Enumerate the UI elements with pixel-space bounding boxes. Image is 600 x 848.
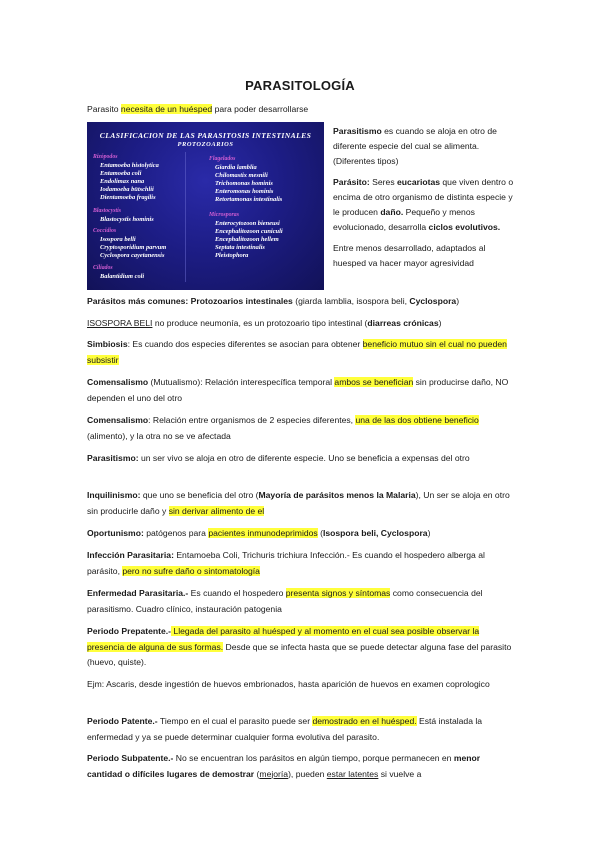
paragraph-inquilinismo: Inquilinismo: que uno se beneficia del otro (Mayoría de parásitos menos la Malaria), Un ser se aloja en otro sin producirle daño y sin derivar alimento de el [87,490,510,516]
side-column [333,124,518,277]
paragraph-infeccion: Infección Parasitaria: Entamoeba Coli, Trichuris trichiura Infección.- Es cuando el hospedero alberga al parásito, pero no sufre daño o sintomatología [87,550,485,576]
slide-item: Blastocystis hominis [100,216,154,223]
slide-item: Enterocytozoon bieneusi [215,220,280,227]
slide-item: Entamoeba histolytica [100,162,159,169]
slide-title: CLASIFICACION DE LAS PARASITOSIS INTESTINALES [99,131,312,140]
slide-item: Endolimax nana [100,178,145,185]
slide-group-label: Flagelados [209,156,236,162]
side-adaptacion: Entre menos desarrollado, adaptados al huesped va hacer mayor agresividad [333,243,486,268]
slide-group-label: Blastocystis [93,208,122,214]
intro-text-end: para poder desarrollarse [212,104,309,114]
slide-item: Enteromonas hominis [215,188,274,195]
slide-item: Septata intestinalis [215,244,265,251]
slide-group-label: Rizópodos [93,154,118,160]
slide-item: Balantidium coli [100,273,145,280]
slide-group-label: Microsporas [209,212,239,218]
side-parasito: Parásito: Seres eucariotas que viven dentro o encima de otro organismo de distinta especie y le producen daño. Pequeño y menos evolucionado, desarrolla ciclos evolutivos. [333,177,514,232]
slide-item: Trichomonas hominis [215,180,273,187]
paragraph-ejemplo: Ejm: Ascaris, desde ingestión de huevos embrionados, hasta aparición de huevos en examen coprologico [87,679,490,689]
paragraph-subpatente: Periodo Subpatente.- No se encuentran los parásitos en algún tiempo, porque permanecen en menor cantidad o difíciles lugares de demostrar (mejoría), pueden estar latentes si vuelve a [87,753,481,779]
intro-highlight: necesita de un huésped [120,104,213,114]
slide-item: Dientamoeba fragilis [100,194,156,201]
paragraph-enfermedad: Enfermedad Parasitaria.- Es cuando el hospedero presenta signos y síntomas como consecuencia del parasitismo. Cuadro clínico, instauración patogenia [87,588,483,614]
slide-item: Encephalitozoon cuniculi [215,228,283,235]
slide-item: Retortamonas intestinalis [215,196,283,203]
paragraph-simbiosis: Simbiosis: Es cuando dos especies diferentes se asocian para obtener beneficio mutuo sin el cual no pueden subsistir [87,339,507,365]
paragraph-oportunismo: Oportunismo: patógenos para pacientes inmunodeprimidos (Isospora beli, Cyclospora) [87,528,431,538]
slide-group-label: Coccidios [93,228,117,234]
paragraph-isospora: ISOSPORA BELI no produce neumonía, es un protozoario tipo intestinal (diarreas crónicas) [87,318,442,328]
slide-item: Isospora belli [100,236,136,243]
slide-item: Chilomastix mesnili [215,172,268,179]
side-parasitismo: Parasitismo es cuando se aloja en otro de diferente especie del cual se alimenta. (Diferentes tipos) [333,126,497,166]
classification-slide-image [87,122,324,290]
paragraph-comensalismo-mutualismo: Comensalismo (Mutualismo): Relación interespecífica temporal ambos se benefician sin producirse daño, NO dependen el uno del otro [87,377,509,403]
paragraph-parasitismo: Parasitismo: un ser vivo se aloja en otro de diferente especie. Uno se beneficia a expensas del otro [87,453,470,463]
slide-subtitle: PROTOZOARIOS [177,141,234,148]
paragraph-patente: Periodo Patente.- Tiempo en el cual el parasito puede ser demostrado en el huésped. Está instalada la enfermedad y ya se puede determinar cualquier forma evolutiva del parasito. [87,716,483,742]
paragraph-comensalismo: Comensalismo: Relación entre organismos de 2 especies diferentes, una de las dos obtiene beneficio (alimento), y la otra no se ve afectada [87,415,479,441]
intro-text: Parasito [87,104,121,114]
slide-item: Cyclospora cayetanensis [100,252,165,259]
slide-divider [185,152,186,282]
intro-paragraph [87,102,517,118]
paragraph-prepatente: Periodo Prepatente.- Llegada del parasito al huésped y al momento en el cual sea posible observar la presencia de alguna de sus formas. Desde que se infecta hasta que se puede detectar alguna fase del parasito (huevo, quiste). [87,626,512,667]
slide-item: Giardia lamblia [215,164,257,171]
slide-item: Iodamoeba bütschlii [100,186,154,193]
slide-group-label: Ciliados [93,265,113,271]
slide-item: Encephalitozoon hellem [215,236,279,243]
slide-item: Pleistophora [215,252,249,259]
slide-item: Entamoeba coli [100,170,142,177]
slide-item: Cryptosporidium parvum [100,244,167,251]
page-title: PARASITOLOGÍA [245,78,355,93]
paragraph-comunes: Parásitos más comunes: Protozoarios intestinales (giarda lamblia, isospora beli, Cyclospora) [87,296,460,306]
